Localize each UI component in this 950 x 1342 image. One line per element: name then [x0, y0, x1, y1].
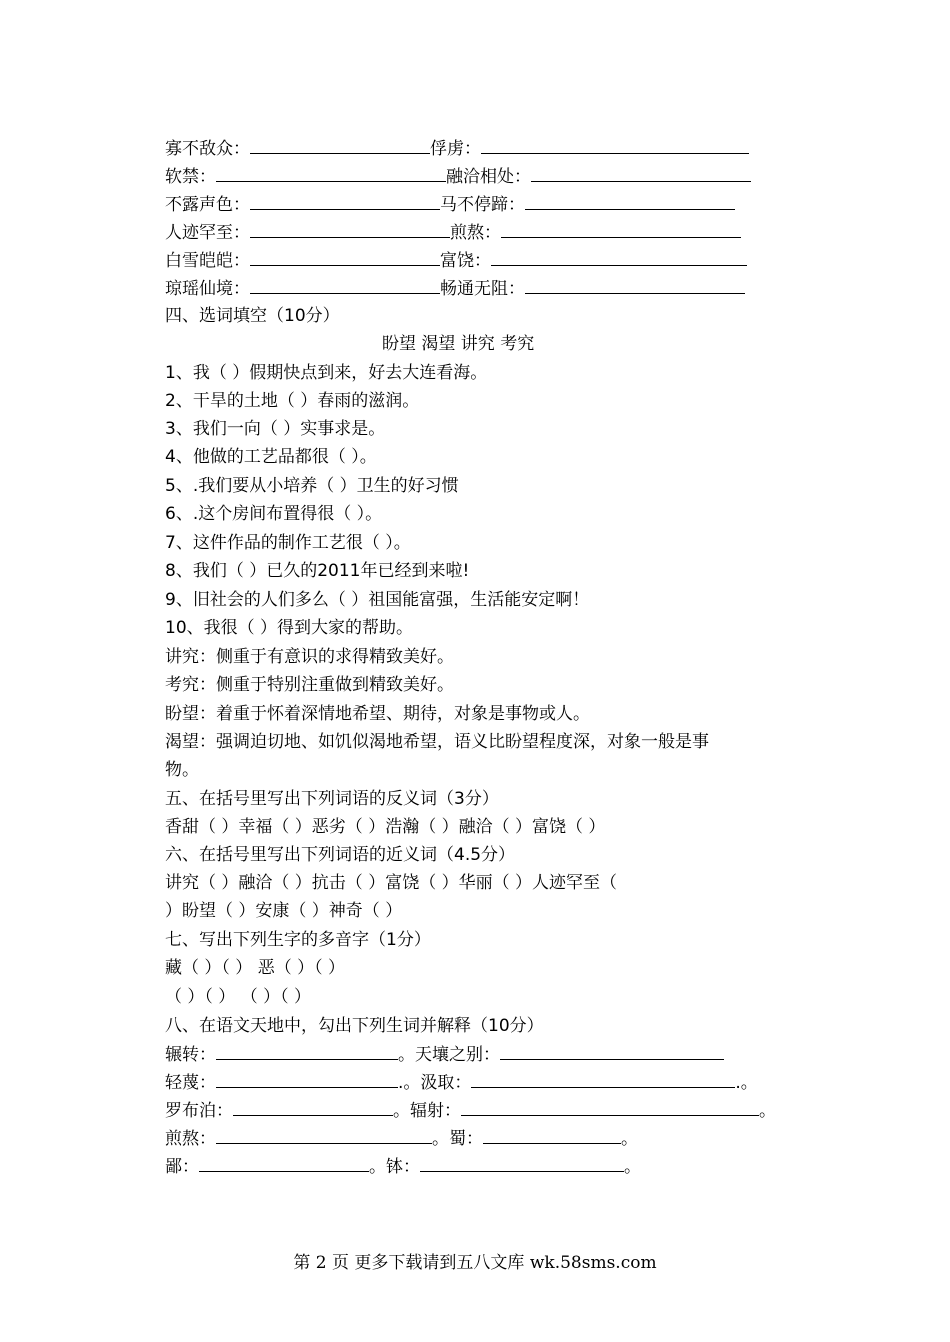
answer-blank[interactable]: [199, 1155, 369, 1172]
definition-row: 白雪皑皑： 富饶：: [165, 249, 747, 271]
answer-blank[interactable]: [250, 249, 440, 266]
answer-blank[interactable]: [250, 221, 450, 238]
question-item: 7、这件作品的制作工艺很（ ）。: [165, 533, 411, 553]
answer-blank[interactable]: [250, 277, 440, 294]
answer-blank[interactable]: [216, 1043, 398, 1060]
word-note: 盼望：着重于怀着深情地希望、期待，对象是事物或人。: [165, 704, 590, 724]
answer-blank[interactable]: [531, 165, 751, 182]
answer-blank[interactable]: [483, 1127, 621, 1144]
vocab-row: 煎熬： 。蜀： 。: [165, 1129, 638, 1149]
word-note: 渴望：强调迫切地、如饥似渴地希望，语义比盼望程度深，对象一般是事: [165, 732, 709, 752]
vocab-row: 轻蔑： .。汲取： .。: [165, 1073, 758, 1093]
question-item: 5、.我们要从小培养（ ）卫生的好习惯: [165, 476, 459, 496]
answer-blank[interactable]: [491, 249, 747, 266]
question-item: 9、旧社会的人们多么（ ）祖国能富强，生活能安定啊！: [165, 590, 590, 610]
section-title: 七、写出下列生字的多音字（1分）: [165, 930, 431, 950]
answer-blank[interactable]: [216, 1127, 432, 1144]
word-note: 考究：侧重于特别注重做到精致美好。: [165, 675, 454, 695]
answer-blank[interactable]: [250, 193, 440, 210]
answer-blank[interactable]: [525, 193, 735, 210]
polyphone-line: （ ）（ ） （ ）（ ）: [165, 987, 312, 1007]
polyphone-line: 藏（ ）（ ） 恶（ ）（ ）: [165, 958, 346, 978]
question-item: 1、我（ ）假期快点到来，好去大连看海。: [165, 363, 488, 383]
answer-blank[interactable]: [471, 1071, 735, 1088]
answer-blank[interactable]: [420, 1155, 624, 1172]
word-note: 讲究：侧重于有意识的求得精致美好。: [165, 647, 454, 667]
vocab-row: 辗转： 。天壤之别：: [165, 1043, 724, 1065]
definition-row: 人迹罕至： 煎熬：: [165, 221, 741, 243]
answer-blank[interactable]: [525, 277, 745, 294]
antonym-line: 香甜（ ）幸福（ ）恶劣（ ）浩瀚（ ）融洽（ ）富饶（ ）: [165, 817, 606, 837]
definition-row: 寡不敌众： 俘虏：: [165, 137, 749, 159]
word-note: 物。: [165, 760, 199, 780]
vocab-row: 鄙： 。钵： 。: [165, 1157, 641, 1177]
question-item: 10、我很（ ）得到大家的帮助。: [165, 618, 414, 638]
section-title: 八、在语文天地中，勾出下列生词并解释（10分）: [165, 1016, 544, 1036]
answer-blank[interactable]: [461, 1099, 759, 1116]
answer-blank[interactable]: [216, 1071, 398, 1088]
definition-row: 不露声色： 马不停蹄：: [165, 193, 735, 215]
question-item: 2、干旱的土地（ ）春雨的滋润。: [165, 391, 420, 411]
question-item: 4、他做的工艺品都很（ ）。: [165, 447, 377, 467]
definition-row: 琼瑶仙境： 畅通无阻：: [165, 277, 745, 299]
definition-row: 软禁： 融洽相处：: [165, 165, 751, 187]
page-footer: 第 2 页 更多下载请到五八文库 wk.58sms.com: [293, 1253, 657, 1273]
synonym-line: ）盼望（ ）安康（ ）神奇（ ）: [165, 901, 403, 921]
question-item: 3、我们一向（ ）实事求是。: [165, 419, 386, 439]
section-title: 六、在括号里写出下列词语的近义词（4.5分）: [165, 845, 516, 865]
section-title: 五、在括号里写出下列词语的反义词（3分）: [165, 789, 499, 809]
word-bank: 盼望 渴望 讲究 考究: [382, 334, 535, 354]
vocab-row: 罗布泊： 。辐射： 。: [165, 1101, 776, 1121]
answer-blank[interactable]: [250, 137, 430, 154]
answer-blank[interactable]: [500, 1043, 724, 1060]
synonym-line: 讲究（ ）融洽（ ）抗击（ ）富饶（ ）华丽（ ）人迹罕至（: [165, 873, 618, 893]
answer-blank[interactable]: [216, 165, 446, 182]
question-item: 8、我们（ ）已久的2011年已经到来啦!: [165, 561, 470, 581]
answer-blank[interactable]: [501, 221, 741, 238]
question-item: 6、.这个房间布置得很（ ）。: [165, 504, 383, 524]
answer-blank[interactable]: [481, 137, 749, 154]
answer-blank[interactable]: [233, 1099, 393, 1116]
section-title: 四、选词填空（10分）: [165, 306, 340, 326]
